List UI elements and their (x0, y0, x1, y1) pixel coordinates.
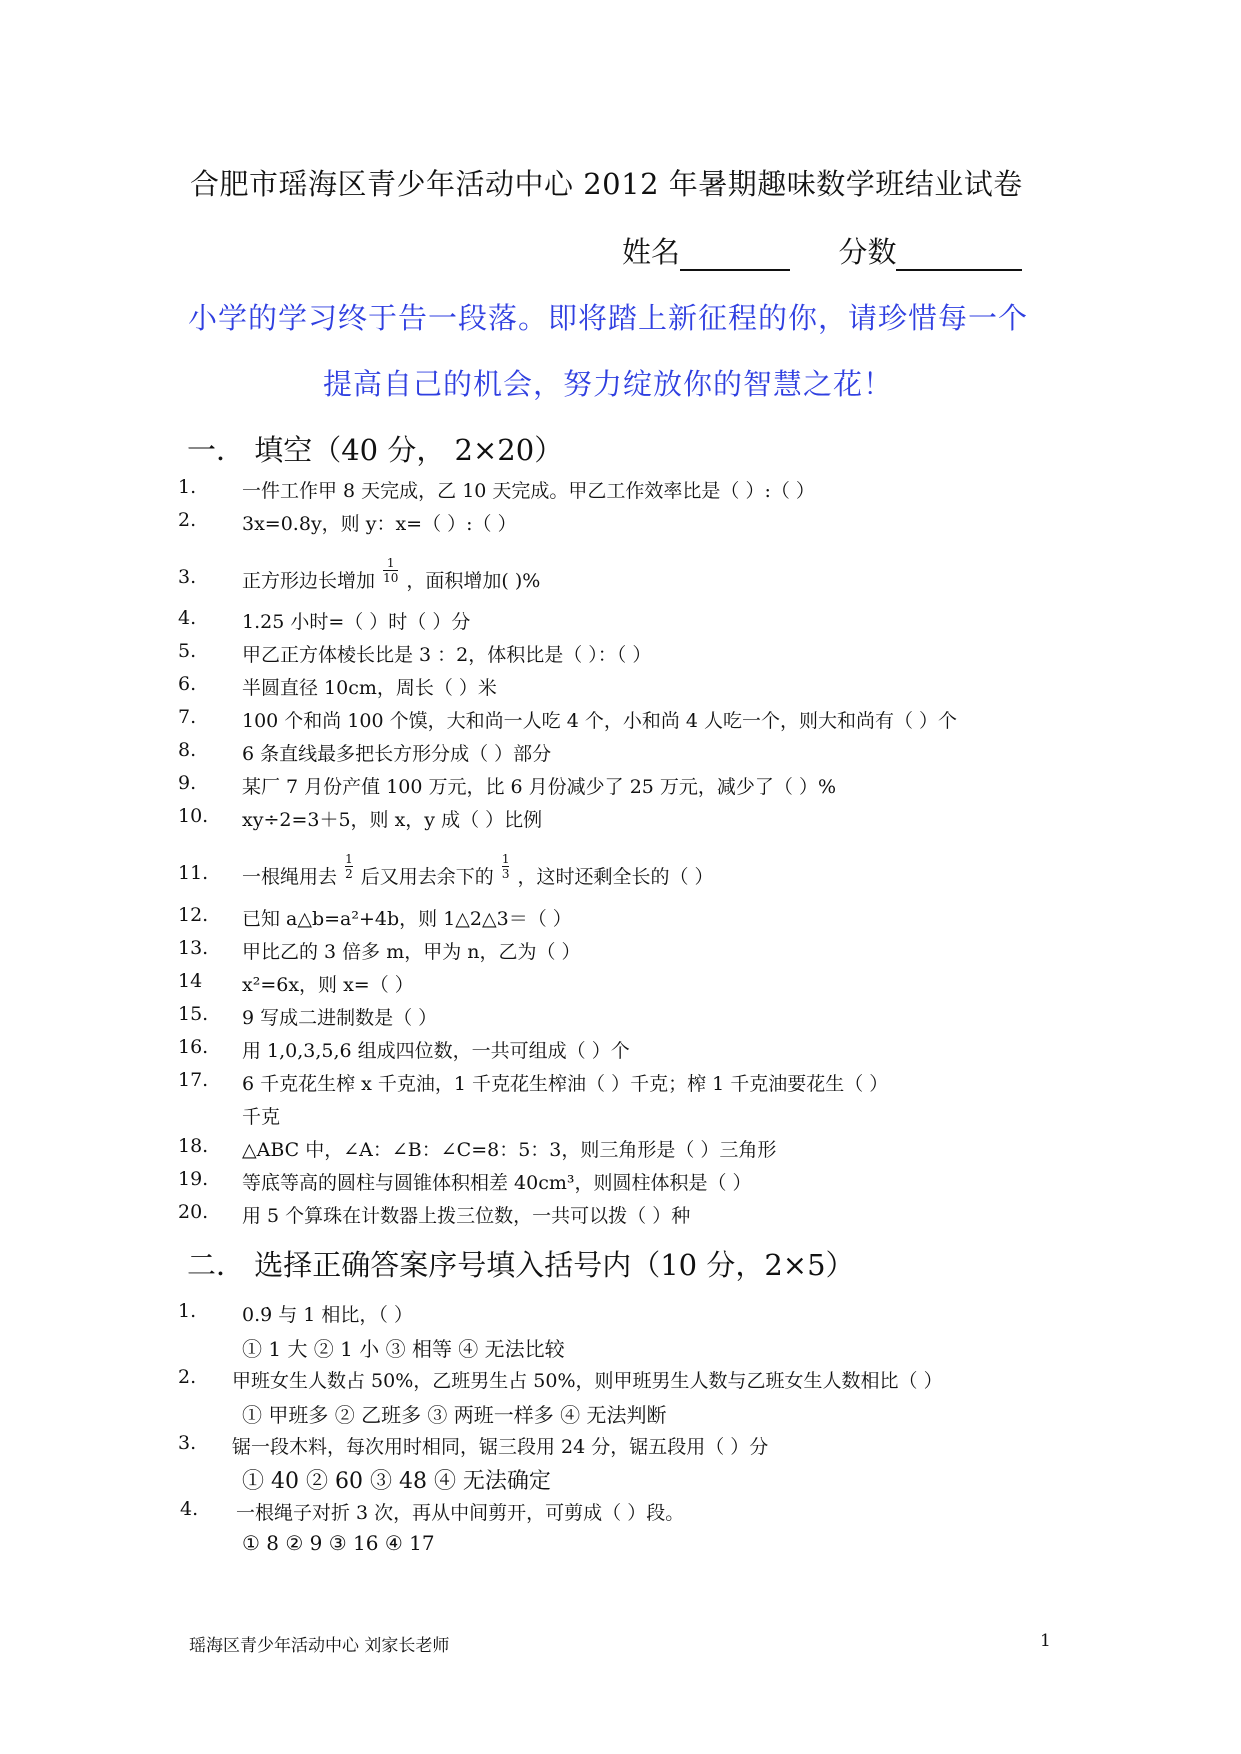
fraction-denominator: 2 (345, 866, 353, 881)
question-number: 4. (180, 1498, 199, 1520)
question-text: xy÷2=3＋5，则 x，y 成（ ）比例 (242, 809, 543, 831)
choice-options-4: ① 8 ② 9 ③ 16 ④ 17 (242, 1531, 435, 1555)
question-text: 甲乙正方体棱长比是 3 ：2，体积比是（ ）：（ ） (242, 644, 652, 666)
exam-title: 合肥市瑶海区青少年活动中心 2012 年暑期趣味数学班结业试卷 (190, 167, 1023, 201)
question-number: 6. (178, 673, 197, 695)
choice-options-2: ① 甲班多 ② 乙班多 ③ 两班一样多 ④ 无法判断 (242, 1403, 667, 1427)
question-text: 一根绳子对折 3 次，再从中间剪开，可剪成（ ）段。 (236, 1502, 685, 1524)
question-text: 用 1,0,3,5,6 组成四位数，一共可组成（ ）个 (242, 1040, 630, 1062)
question-text-continued: 千克 (242, 1106, 281, 1128)
question-text: 甲比乙的 3 倍多 m，甲为 n，乙为（ ） (242, 941, 581, 963)
question-text: 6 条直线最多把长方形分成（ ）部分 (242, 743, 552, 765)
section2-heading: 二． 选择正确答案序号填入括号内（10 分，2×5） (187, 1248, 855, 1282)
choice-options-1: ① 1 大 ② 1 小 ③ 相等 ④ 无法比较 (242, 1337, 565, 1361)
section1-heading: 一． 填空（40 分， 2×20） (187, 433, 564, 467)
question-text: x²=6x，则 x=（ ） (242, 974, 414, 996)
question-text: 1.25 小时=（ ）时（ ）分 (242, 611, 471, 633)
question-number: 10. (178, 805, 209, 827)
question-number: 3. (178, 1432, 197, 1454)
question-number: 11. (178, 862, 209, 884)
question-text: 后又用去余下的 (360, 866, 494, 888)
intro-line-2: 提高自己的机会，努力绽放你的智慧之花！ (323, 367, 894, 401)
intro-line-1: 小学的学习终于告一段落。即将踏上新征程的你，请珍惜每一个 (188, 301, 1029, 335)
question-number: 2. (178, 1366, 197, 1388)
question-text: 0.9̇ 与 1 相比，（ ） (242, 1304, 413, 1326)
question-text: 正方形边长增加 (242, 570, 376, 592)
question-text: 一根绳用去 (242, 866, 338, 888)
question-text: 半圆直径 10cm，周长（ ）米 (242, 677, 497, 699)
page-number: 1 (1040, 1631, 1051, 1651)
question-text: 甲班女生人数占 50%，乙班男生占 50%，则甲班男生人数与乙班女生人数相比（ ） (232, 1370, 943, 1392)
question-number: 9. (178, 772, 197, 794)
question-text: 用 5 个算珠在计数器上拨三位数，一共可以拨（ ）种 (242, 1205, 691, 1227)
fraction (383, 557, 398, 584)
footer-author: 瑶海区青少年活动中心 刘家长老师 (189, 1636, 450, 1656)
question-text: 某厂 7 月份产值 100 万元，比 6 月份减少了 25 万元，减少了（ ）% (242, 776, 837, 798)
question-number: 20. (178, 1201, 209, 1223)
question-number: 17. (178, 1069, 209, 1091)
name-blank (680, 241, 790, 271)
question-number: 19. (178, 1168, 209, 1190)
question-text: △ABC 中，∠A：∠B：∠C=8：5：3，则三角形是（ ）三角形 (242, 1139, 777, 1161)
question-number: 16. (178, 1036, 209, 1058)
score-blank (896, 241, 1022, 271)
question-number: 8. (178, 739, 197, 761)
fraction-denominator: 3 (501, 866, 510, 881)
fraction-denominator: 10 (383, 570, 399, 585)
question-number: 1. (178, 1300, 197, 1322)
fraction-numerator: 1 (345, 851, 353, 866)
fraction-numerator: 1 (501, 851, 510, 866)
question-number: 15. (178, 1003, 209, 1025)
question-text: 一件工作甲 8 天完成，乙 10 天完成。甲乙工作效率比是（ ）:（ ） (242, 480, 815, 502)
choice-options-3: ① 40 ② 60 ③ 48 ④ 无法确定 (242, 1469, 551, 1494)
question-text: ，面积增加( )% (406, 570, 541, 592)
question-number: 12. (178, 904, 209, 926)
question-number: 1. (178, 476, 197, 498)
question-number: 4. (178, 607, 197, 629)
question-text: 9 写成二进制数是（ ） (242, 1007, 438, 1029)
fraction-numerator: 1 (386, 555, 395, 570)
name-score-row (622, 230, 1022, 271)
question-number: 14 (178, 970, 203, 992)
question-number: 7. (178, 706, 197, 728)
question-text: ，这时还剩全长的（ ） (517, 866, 714, 888)
score-label: 分数 (838, 235, 897, 269)
question-text: 锯一段木料，每次用时相同，锯三段用 24 分，锯五段用（ ）分 (232, 1436, 769, 1458)
question-text: 已知 a△b=a²+4b，则 1△2△3＝（ ） (242, 908, 572, 930)
question-text: 100 个和尚 100 个馍，大和尚一人吃 4 个，小和尚 4 人吃一个，则大和尚有（ ）个 (242, 710, 958, 732)
question-text: 等底等高的圆柱与圆锥体积相差 40cm³，则圆柱体积是（ ） (242, 1172, 752, 1194)
question-text: 6 千克花生榨 x 千克油，1 千克花生榨油（ ）千克；榨 1 千克油要花生（ ） (242, 1073, 889, 1095)
fraction (345, 853, 353, 880)
question-number: 5. (178, 640, 197, 662)
question-text: 3x=0.8y，则 y：x=（ ）:（ ） (242, 513, 517, 535)
question-number: 3. (178, 566, 197, 588)
question-number: 13. (178, 937, 209, 959)
name-label: 姓名 (622, 235, 681, 269)
question-number: 2. (178, 509, 197, 531)
fraction (502, 853, 510, 880)
question-number: 18. (178, 1135, 209, 1157)
